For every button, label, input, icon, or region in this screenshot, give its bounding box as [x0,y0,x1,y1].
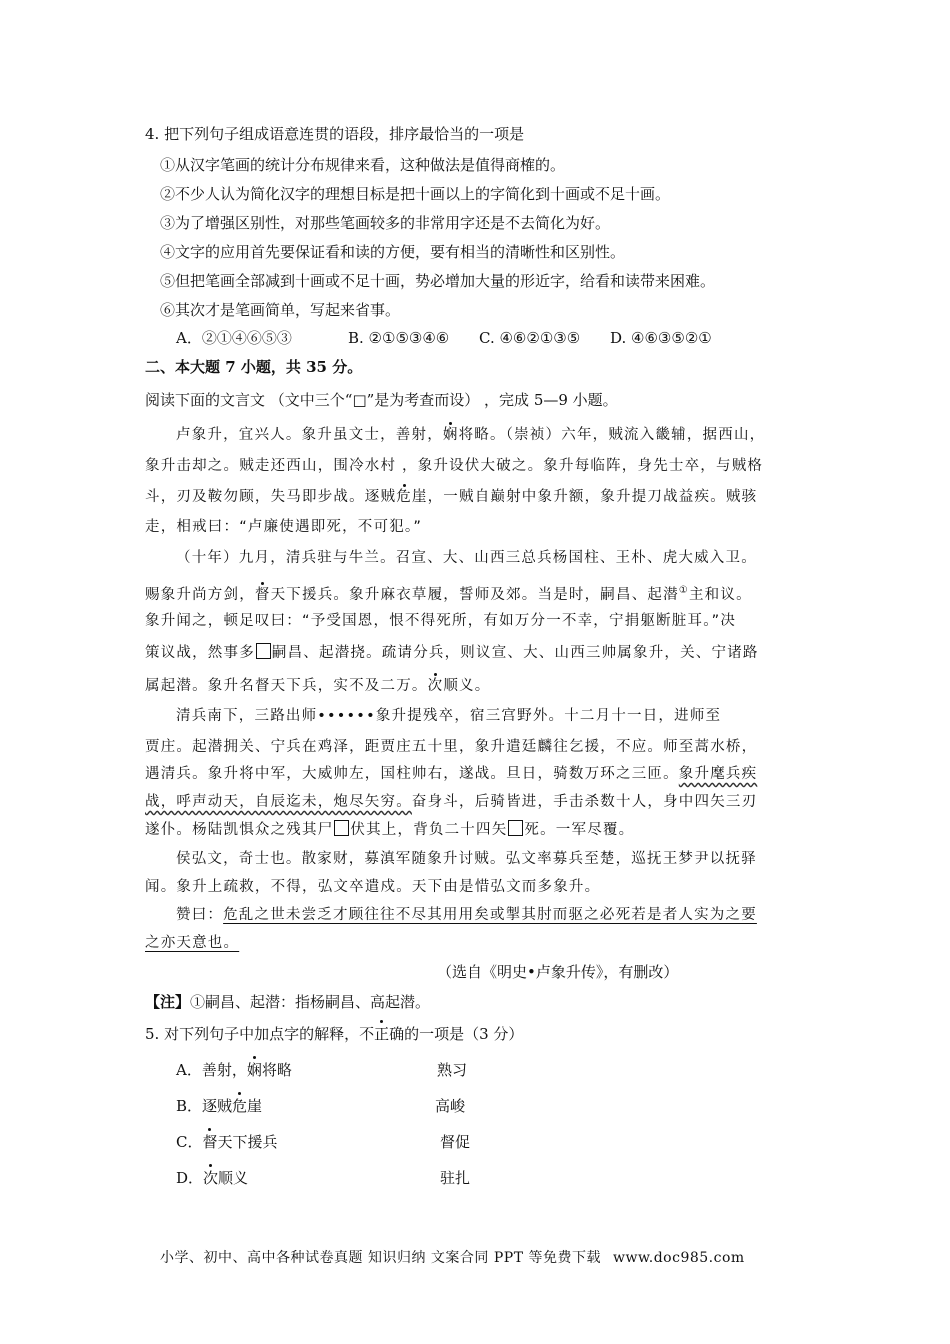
q4-item-6: ⑥其次才是笔画简单，写起来省事。 [160,301,401,319]
passage-p2-line-5: 属起潜。象升名督天下兵，实不及二万。次顺义。 [145,678,491,694]
q5-answer-a: 熟习 [437,1061,468,1079]
passage-p5-line-2 [145,933,239,953]
q5-answer-c: 督促 [440,1133,471,1151]
q4-item-3: ③为了增强区别性，对那些笔画较多的非常用字还是不去简化为好。 [160,214,611,232]
q5-stem: 5. 对下列句子中加点字的解释，不正确的一项是（3 分） [145,1025,524,1043]
q5-answer-b: 高峻 [435,1097,466,1115]
passage-p2-line-1: （十年）九月，清兵驻与牛兰。召宣、大、山西三总兵杨国柱、王朴、虎大威入卫。 [176,550,757,566]
section2-intro: 阅读下面的文言文 （文中三个“□”是为考查而设） ，完成 5—9 小题。 [145,391,618,409]
q5-answer-d: 驻扎 [440,1169,471,1187]
passage-source: （选自《明史•卢象升传》，有删改） [437,963,679,981]
passage-p4-line-2: 闻。象升上疏救，不得，弘文卒遣戍。天下由是惜弘文而多象升。 [145,879,601,895]
q4-option-b: B. ②①⑤③④⑥ [348,329,450,347]
dotted-char: 娴 [442,427,459,443]
q5-option-d: D．次顺义 [176,1169,249,1187]
note-label: 【注】 [145,993,191,1011]
passage-p2-line-2: 赐象升尚方剑，督天下援兵。象升麻衣草履，誓师及郊。当是时，嗣昌、起潜①主和议。 [145,585,752,603]
q4-stem: 4. 把下列句子组成语意连贯的语段，排序最恰当的一项是 [145,125,525,143]
q4-item-1: ①从汉字笔画的统计分布规律来看，这种做法是值得商榷的。 [160,156,566,174]
wavy-underlined-text: 象升麾兵疾 [678,766,758,782]
footnote-mark: ① [678,585,689,596]
passage-p2-line-3: 象升闻之，顿足叹曰：“予受国恩，恨不得死所，有如万分一不幸，宁捐躯断脏耳。”决 [145,613,737,629]
passage-p3-line-5: 遂仆。杨陆凯惧众之残其尸 伏其上，背负二十四矢 死。一军尽覆。 [145,822,635,838]
dotted-char: 督 [254,586,271,603]
dotted-char: 次 [203,1169,219,1187]
passage-p1-line-1: 卢象升，宜兴人。象升虽文士，善射，娴将略。（崇祯）六年，贼流入畿辅，据西山， [176,427,766,443]
blank-box [334,820,349,836]
passage-p4-line-1: 侯弘文，奇士也。散家财，募滇军随象升讨贼。弘文率募兵至楚，巡抚王梦尹以抚驿 [176,851,757,867]
blank-box [508,820,523,836]
q4-option-a: A．②①④⑥⑤③ [176,329,292,347]
underlined-text: 危乱之世未尝乏才顾往往不尽其用用矣或掣其肘而驱之必死若是者人实为之要 [223,907,757,923]
passage-p3-line-4: 战，呼声动天，自辰迄未，炮尽矢穷。奋身斗，后骑皆进，手击杀数十人，身中四矢三刃 [145,794,758,810]
dotted-char: 娴 [246,1061,262,1079]
q5-option-a: A．善射，娴将略 [176,1061,292,1079]
passage-p5-line-1: 赞曰：危乱之世未尝乏才顾往往不尽其用用矣或掣其肘而驱之必死若是者人实为之要 [176,907,757,923]
passage-p3-line-1: 清兵南下，三路出师••••••象升提残卒，宿三宫野外。十二月十一日，进师至 [176,708,722,724]
passage-p1-line-4: 走，相戒曰：“卢廉使遇即死，不可犯。” [145,519,423,535]
q4-item-2: ②不少人认为简化汉字的理想目标是把十画以上的字简化到十画或不足十画。 [160,185,671,203]
passage-p3-line-3: 遇清兵。象升将中军，大威帅左，国柱帅右，遂战。旦日，骑数万环之三匝。象升麾兵疾 [145,766,758,782]
passage-p3-line-2: 贾庄。起潜拥关、宁兵在鸡泽，距贾庄五十里，象升遣廷麟往乞援，不应。师至蒿水桥， [145,739,758,755]
q5-option-c: C．督天下援兵 [176,1133,278,1151]
q4-item-4: ④文字的应用首先要保证看和读的方便，要有相当的清晰性和区别性。 [160,243,626,261]
page-footer [160,1247,757,1267]
blank-box [256,643,271,659]
footer-site: www.doc985.com [612,1250,745,1266]
footer-text: 小学、初中、高中各种试卷真题 知识归纳 文案合同 PPT 等免费下载 [160,1250,601,1266]
passage-p1-line-2: 象升击却之。贼走还西山，围冷水村 ，象升设伏大破之。象升每临阵，身先士卒，与贼格 [145,458,764,474]
dotted-text: 不正确 [359,1025,405,1043]
q5-option-b: B．逐贼危崖 [176,1097,263,1115]
passage-p1-line-3: 斗，刃及鞍勿顾，失马即步战。逐贼危崖，一贼自巅射中象升额，象升提刀战益疾。贼骇 [145,489,758,505]
note: 【注】①嗣昌、起潜：指杨嗣昌、高起潜。 [145,993,431,1011]
dotted-char: 督 [202,1133,218,1151]
section2-heading: 二、本大题 7 小题，共 35 分。 [145,358,363,376]
dotted-char: 次 [427,678,444,694]
dotted-char: 危 [396,489,412,505]
q4-option-d: D. ④⑥③⑤②① [610,329,712,347]
underlined-text: 之亦天意也。 [145,935,240,951]
q4-option-c: C. ④⑥②①③⑤ [479,329,581,347]
dotted-char: 危 [232,1097,248,1115]
wavy-underlined-text: 战，呼声动天，自辰迄未，炮尽矢穷。 [145,794,412,810]
q4-item-5: ⑤但把笔画全部减到十画或不足十画，势必增加大量的形近字，给看和读带来困难。 [160,272,716,290]
passage-p2-line-4: 策议战，然事多 嗣昌、起潜挠。疏请分兵，则议宣、大、山西三帅属象升，关、宁诸路 [145,645,759,661]
